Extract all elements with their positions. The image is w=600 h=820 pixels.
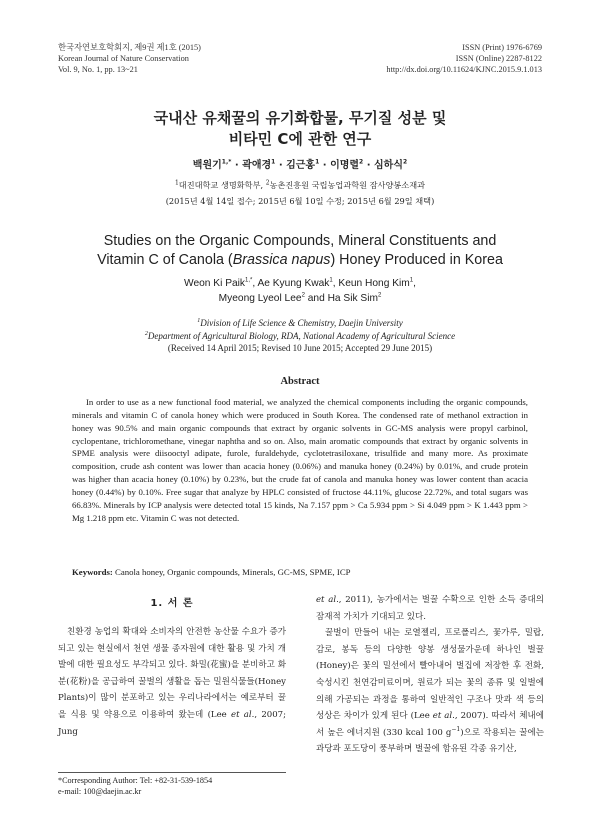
paragraph (316, 625, 544, 758)
affiliation-korean (0, 180, 600, 191)
author-sup: 2 (301, 292, 305, 299)
authors-english-line2 (0, 291, 600, 306)
journal-header-left (58, 42, 201, 76)
paragraph-text: 꿀벌이 만들어 내는 로열젤리, 프로폴리스, 꽃가루, 밀랍, 감로, 봉독 등의 다양한 양봉 생성물가운데 하나인 벌꿀(Honey)은 꽃의 밀선에서 빨아내어 벌집에 저장한 후 전화, 숙성시킨 천연감미료이며, 원료가 되는 꽃의 종류 및 일벌에 의해 가공되는 과정을 통하여 일반적인 구조나 맛과 색 등의 성상은 차이가 있게 된다 (Lee (316, 628, 544, 722)
title-english-line1: Studies on the Organic Compounds, Mineral Constituents and (103, 233, 497, 249)
species-name: Brassica napus (232, 252, 331, 268)
title-korean (0, 108, 600, 150)
title-english (0, 232, 600, 270)
paragraph-text: )으로 작용되는 꿀에는 과당과 포도당이 풍부하며 벌꿀에 함유된 각종 유기산, (316, 727, 544, 755)
title-korean-line2: 비타민 C에 관한 연구 (228, 130, 372, 148)
journal-header-right (386, 42, 542, 76)
journal-name-ko: 한국자연보호학회지, 제9권 제1호 (2015) (58, 43, 201, 52)
author-ko: 백원기 (192, 160, 222, 171)
unit-sup: −1 (451, 725, 461, 733)
author-sup: 2 (403, 158, 408, 166)
doi-link[interactable]: http://dx.doi.org/10.11624/KJNC.2015.9.1.013 (386, 65, 542, 75)
abstract-body: In order to use as a new functional food material, we analyzed the chemical components including the organic compounds, minerals and vitamin C of canola honey which were produced in South Korea. The condensed rate of methanol extraction in honey was 90.5% and main organic compounds that extract by organic solvents in GC-MS analysis were propyl carbinol, cyclopentane, trichloromethane, vinegar naphtha and so on. Also, main aromatic compounds that extract by organic solvents in SPME analysis were diisooctyl adipate, furole, furaldehyde, cyclotetrasiloxane, trisulfide and many more. As proximate composition, crude ash content was lower than acacia honey (0.06%) and manuka honey (0.24%) by 0.01%, and crude protein was higher than acacia honey (0.10%) by 0.23%, but the crude fat of canola and manuka honey was lower content than acacia honey (0.44%) by 0.10%. Free sugar that analyze by HPLC consisted of fructose 44.11%, glucose 22.72%, and total sugars was 66.83%. Minerals by ICP analysis were detected total 15 kinds, Na 7.157 ppm > Ca 5.934 ppm > Si 4.049 ppm > K 1.443 ppm > Mg 1.218 ppm etc. Vitamin C was not detected. (72, 397, 528, 523)
keywords-label: Keywords: (72, 567, 113, 577)
author-sup: 1,* (245, 277, 253, 284)
authors-english-line1 (0, 276, 600, 291)
paragraph (58, 624, 286, 740)
affil-sup: 2 (144, 330, 148, 337)
author-en: Myeong Lyeol Lee (218, 293, 302, 304)
author-separator: · (322, 160, 327, 171)
journal-volume: Vol. 9, No. 1, pp. 13~21 (58, 65, 138, 75)
footnote-divider (58, 772, 286, 773)
affil-sup: 1 (197, 318, 201, 324)
keywords (72, 567, 528, 577)
author-sep: , (332, 278, 339, 289)
body-column-right (316, 592, 544, 758)
citation-italic: et al (432, 711, 453, 722)
affil-text: Division of Life Science & Chemistry, Daejin University (200, 318, 403, 328)
author-sup: 1 (315, 158, 320, 166)
author-ko: 이명렬 (330, 160, 360, 171)
affiliation-english (0, 317, 600, 343)
author-sep: , (252, 278, 258, 289)
dates-korean: (2015년 4월 14일 접수; 2015년 6월 10일 수정; 2015년 6월 29일 채택) (165, 196, 435, 206)
author-en: Ae Kyung Kwak (257, 278, 330, 289)
corresponding-author: *Corresponding Author: Tel: +82-31-539-1854 (58, 776, 213, 785)
title-part: ) Honey Produced in Korea (330, 252, 503, 268)
keywords-text: Canola honey, Organic compounds, Minerals, GC-MS, SPME, ICP (112, 567, 351, 577)
author-sep: and (304, 293, 328, 304)
issn-print: ISSN (Print) 1976-6769 (462, 43, 542, 52)
author-separator: · (234, 160, 239, 171)
abstract-heading: Abstract (280, 376, 320, 387)
authors-english (0, 276, 600, 306)
paragraph-text: ., 2007). 따라서 체내에서 높은 에너지원 (330 kcal 100 g (316, 711, 544, 738)
journal-name-en: Korean Journal of Nature Conservation (58, 54, 189, 64)
citation-tail: ., 2007; Jung (58, 709, 286, 737)
author-ko: 심하식 (374, 160, 403, 171)
author-separator: · (366, 160, 371, 171)
section-heading-introduction: 1. 서 론 (150, 598, 194, 609)
affil-sup: 2 (265, 179, 270, 187)
affil-sup: 1 (174, 179, 179, 187)
author-sup: 1 (329, 277, 333, 284)
author-ko: 곽애경 (242, 160, 272, 171)
title-part: Vitamin C of Canola ( (97, 252, 233, 268)
paragraph (316, 592, 544, 625)
author-sup: 2 (377, 292, 382, 299)
citation-italic: et al (316, 595, 337, 605)
author-en: Keun Hong Kim (338, 278, 410, 289)
author-sep: , (413, 278, 416, 289)
title-english-line2 (0, 251, 600, 270)
paragraph-text: ., 2011), 농가에서는 벌꿀 수확으로 인한 소득 증대의 잠재적 가치가 기대되고 있다. (316, 595, 544, 622)
author-sup: 1 (409, 277, 414, 284)
footnote (58, 776, 298, 797)
affil-line1 (0, 317, 600, 330)
authors-korean (0, 156, 600, 171)
title-korean-line1: 국내산 유채꿀의 유기화합물, 무기질 성분 및 (153, 109, 447, 127)
author-separator: · (278, 160, 283, 171)
author-sup: 1 (271, 158, 276, 166)
author-sup: 1,* (221, 158, 232, 166)
issn-online: ISSN (Online) 2287-8122 (455, 54, 542, 64)
body-column-left (58, 624, 286, 740)
author-ko: 김근홍 (286, 160, 316, 171)
author-en: Weon Ki Paik (184, 278, 246, 289)
author-email[interactable]: e-mail: 100@daejin.ac.kr (58, 786, 142, 796)
affil-text: Department of Agricultural Biology, RDA, National Academy of Agricultural Science (147, 330, 456, 341)
affil-text: 대진대학교 생명화학부, (178, 180, 266, 190)
affil-line2 (0, 330, 600, 343)
author-sup: 2 (359, 158, 364, 166)
author-en: Ha Sik Sim (327, 293, 378, 304)
citation-italic: et al (231, 709, 252, 720)
dates-english: (Received 14 April 2015; Revised 10 June 2015; Accepted 29 June 2015) (167, 343, 433, 353)
affil-text: 농촌진흥원 국립농업과학원 잠사양봉소재과 (269, 180, 426, 190)
paragraph-text: 친환경 농업의 확대와 소비자의 안전한 농산물 수요가 증가되고 있는 현실에서 천연 생물 종자원에 대한 활용 및 가치 개발에 대한 필요성도 부각되고 있다. 화밀(花蜜)을 분비하고 화분(花粉)을 공급하여 꿀벌의 생활을 돕는 밀원식물들(Honey Plants)이 많이 분포하고 있는 우리나라에서는 예로부터 꿀을 식용 및 약용으로 이용하여 왔는데 (Lee (58, 627, 286, 720)
